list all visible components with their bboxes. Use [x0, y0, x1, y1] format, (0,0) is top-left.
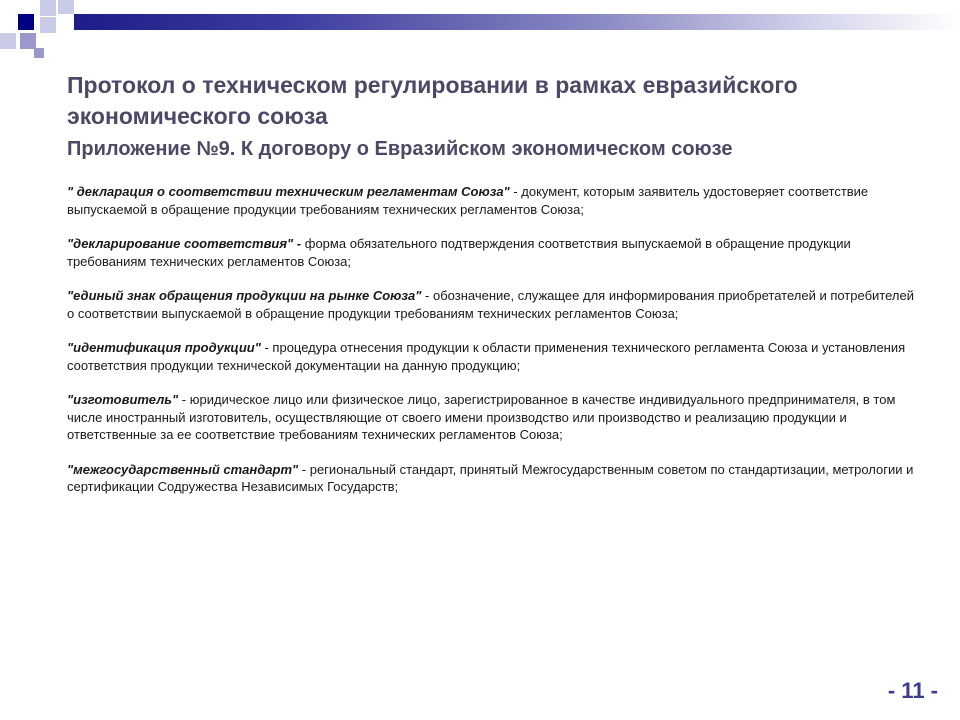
- definition-text: - документ, которым заявитель удостоверяет соответствие выпускаемой в обращение продукции требованиям технических регламентов Союза;: [67, 184, 869, 217]
- definition-term: "изготовитель": [67, 392, 179, 407]
- decor-square-navy-1: [18, 14, 34, 30]
- definition-item: [67, 339, 917, 374]
- definition-item: [67, 183, 917, 218]
- slide-title: Протокол о техническом регулировании в рамках евразийского экономического союза: [67, 72, 798, 129]
- slide-subtitle: Приложение №9. К договору о Евразийском экономическом союзе: [67, 138, 733, 160]
- definition-item: [67, 391, 917, 444]
- decor-square-lav-2: [34, 48, 44, 58]
- decor-square-light-2: [58, 0, 74, 14]
- definition-item: [67, 287, 917, 322]
- page-number: - 11 -: [887, 678, 938, 703]
- definition-term: "межгосударственный стандарт": [67, 461, 299, 477]
- definition-text: - обозначение, служащее для информирования приобретателей и потребителей о соответствии выпускаемой в обращение продукции требованиям технических регламентов Союза;: [67, 288, 914, 321]
- definition-term: "идентификация продукции": [67, 340, 261, 355]
- decor-square-light-1: [40, 0, 56, 16]
- definition-term: "декларирование соответствия" -: [67, 236, 302, 251]
- decor-square-lav-1: [20, 33, 36, 49]
- decor-square-light-3: [0, 33, 16, 49]
- definition-text: - процедура отнесения продукции к области применения технического регламента Союза и установления соответствия продукции технической документации на данную продукцию;: [67, 340, 906, 373]
- definition-item: [67, 235, 917, 270]
- definition-text: - региональный стандарт, принятый Межгосударственным советом по стандартизации, метрологии и сертификации Содружества Независимых Государств;: [67, 461, 914, 494]
- definition-text: - юридическое лицо или физическое лицо, зарегистрированное в качестве индивидуального предпринимателя, в том числе иностранный изготовитель, осуществляющие от своего имени производство или производство и реализацию продукции и ответственные за ее соответствие требованиям технических регламентов Союза;: [67, 392, 896, 442]
- definition-term: "единый знак обращения продукции на рынке Союза": [67, 288, 422, 303]
- definition-term: " декларация о соответствии техническим регламентам Союза": [67, 184, 510, 199]
- definition-item: [67, 461, 917, 496]
- definition-text: форма обязательного подтверждения соответствия выпускаемой в обращение продукции требованиям технических регламентов Союза;: [67, 236, 851, 269]
- header-gradient-bar: [74, 14, 960, 30]
- decor-square-light-4: [40, 17, 56, 33]
- title-block: [67, 70, 927, 162]
- definitions-list: [67, 183, 917, 513]
